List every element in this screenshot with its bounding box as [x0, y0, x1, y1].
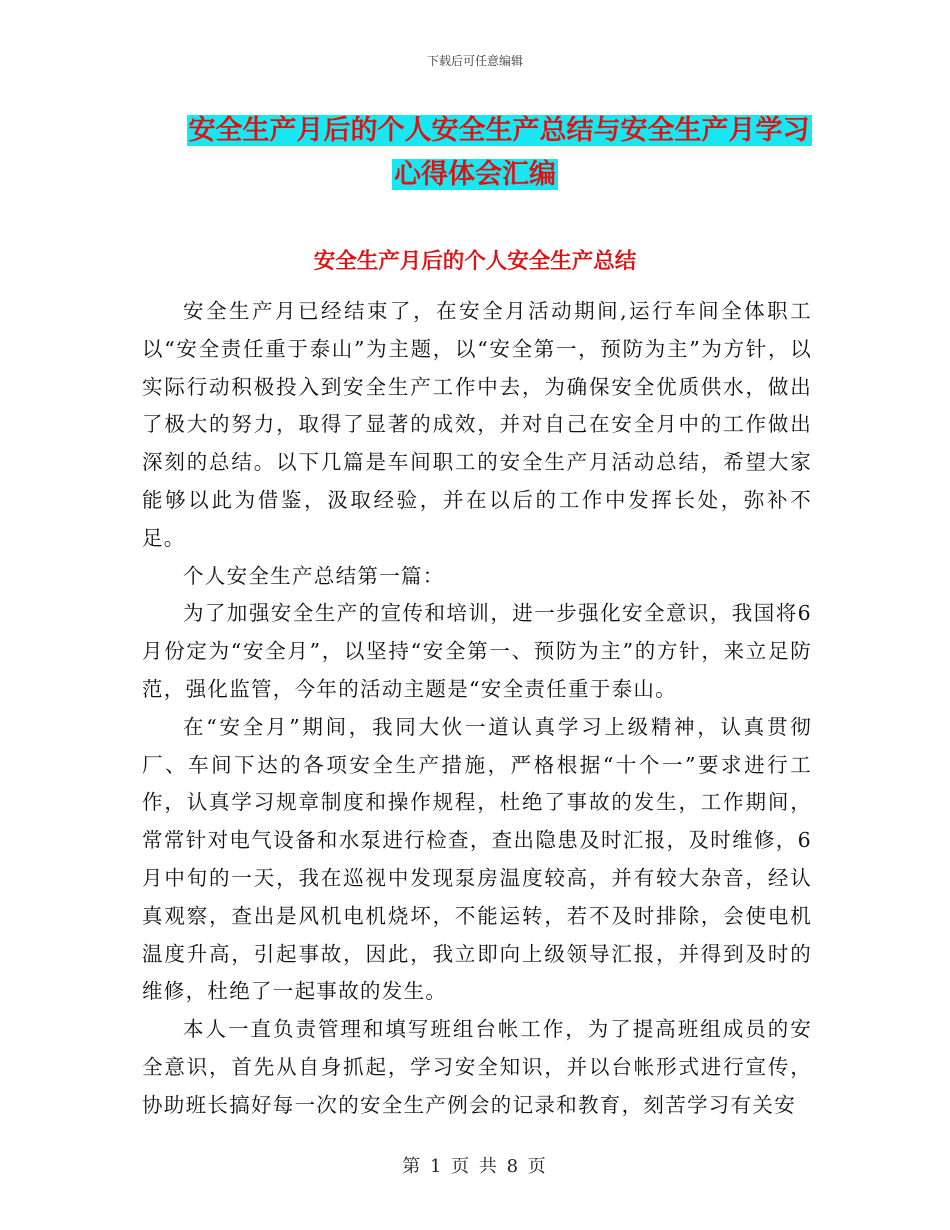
document-title-line-1: [24, 111, 950, 151]
paragraph: 在“安全月”期间，我同大伙一道认真学习上级精神，认真贯彻厂、车间下达的各项安全生产措施，严格根据“十个一”要求进行工作，认真学习规章制度和操作规程，杜绝了事故的发生，工作期间，常常针对电气设备和水泵进行检查，查出隐患及时汇报，及时维修，6月中旬的一天，我在巡视中发现泵房温度较高，并有较大杂音，经认真观察，查出是风机电机烧坏，不能运转，若不及时排除，会使电机温度升高，引起事故，因此，我立即向上级领导汇报，并得到及时的维修，杜绝了一起事故的发生。: [142, 714, 812, 1004]
page-footer: 第 1 页 共 8 页: [402, 1156, 548, 1177]
paragraph: 本人一直负责管理和填写班组台帐工作，为了提高班组成员的安全意识，首先从自身抓起，学习安全知识，并以台帐形式进行宣传，协助班长搞好每一次的安全生产例会的记录和教育，刻苦学习有关安: [142, 1017, 812, 1117]
section-title: 安全生产月后的个人安全生产总结: [313, 249, 637, 274]
paragraph: 为了加强安全生产的宣传和培训，进一步强化安全意识，我国将6月份定为“安全月”，以坚持“安全第一、预防为主”的方针，来立足防范，强化监管，今年的活动主题是“安全责任重于泰山。: [142, 601, 812, 701]
header-note: 下载后可任意编辑: [426, 54, 523, 68]
paragraph: 安全生产月已经结束了，在安全月活动期间,运行车间全体职工以“安全责任重于泰山”为主题，以“安全第一，预防为主”为方针，以实际行动积极投入到安全生产工作中去，为确保安全优质供水，做出了极大的努力，取得了显著的成效，并对自己在安全月中的工作做出深刻的总结。以下几篇是车间职工的安全生产月活动总结，希望大家能够以此为借鉴，汲取经验，并在以后的工作中发挥长处，弥补不足。: [142, 299, 812, 550]
document-title-text-2: 心得体会汇编: [394, 159, 556, 190]
document-body: [142, 293, 812, 1125]
document-title-text-1: 安全生产月后的个人安全生产总结与安全生产月学习: [188, 115, 810, 146]
paragraph: 个人安全生产总结第一篇：: [183, 563, 445, 588]
document-title-line-2: [0, 155, 950, 195]
